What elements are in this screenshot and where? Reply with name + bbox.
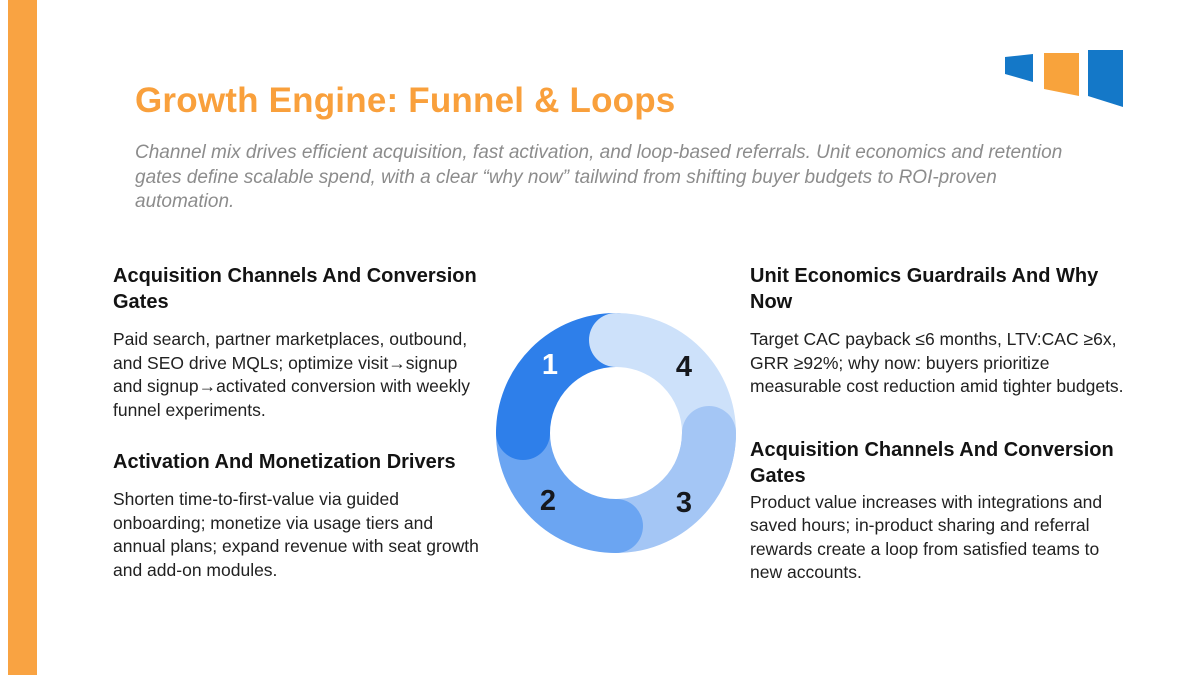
section-activation-monetization (113, 449, 485, 582)
left-column (113, 263, 485, 582)
section-body: Target CAC payback ≤6 months, LTV:CAC ≥6x, GRR ≥92%; why now: buyers prioritize measurable cost reduction amid tighter budgets. (750, 329, 1124, 396)
section-body: Shorten time-to-first-value via guided onboarding; monetize via usage tiers and annual plans; expand revenue with seat growth and add-on modules. (113, 489, 479, 580)
section-body: Product value increases with integrations and saved hours; in-product sharing and referral rewards create a loop from satisfied teams to new accounts. (750, 491, 1103, 582)
right-column (750, 263, 1130, 585)
section-heading: Unit Economics Guardrails And Why Now (750, 265, 1099, 313)
section-acquisition-channels (113, 263, 485, 422)
page-subtitle: Channel mix drives efficient acquisition, fast activation, and loop-based referrals. Unit economics and retention gates define scalable spend, with a clear “why now” tailwind from shifting buyer budgets to ROI-proven automation. (135, 142, 1063, 212)
left-accent-bar (8, 0, 37, 675)
donut-segment-3-cap (702, 433, 709, 468)
cycle-donut-chart (496, 313, 736, 553)
section-heading: Acquisition Channels And Conversion Gates (750, 438, 1114, 487)
logo-bar-left-icon (1005, 54, 1033, 82)
page-title: Growth Engine: Funnel & Loops (135, 81, 676, 120)
section-heading: Activation And Monetization Drivers (113, 451, 456, 473)
section-heading: Acquisition Channels And Conversion Gates (113, 265, 477, 313)
logo-bar-right-icon (1088, 50, 1123, 107)
company-logo (1000, 45, 1130, 115)
donut-label-1: 1 (541, 349, 559, 381)
logo-bar-middle-icon (1044, 53, 1079, 96)
donut-label-3: 3 (675, 487, 693, 519)
section-unit-economics (750, 263, 1130, 399)
donut-label-2: 2 (539, 485, 557, 517)
donut-label-4: 4 (675, 351, 693, 383)
section-body: Paid search, partner marketplaces, outbound, and SEO drive MQLs; optimize visit→signup and signup→activated conversion with weekly funnel experiments. (113, 329, 470, 420)
section-referral-loop (750, 437, 1130, 585)
